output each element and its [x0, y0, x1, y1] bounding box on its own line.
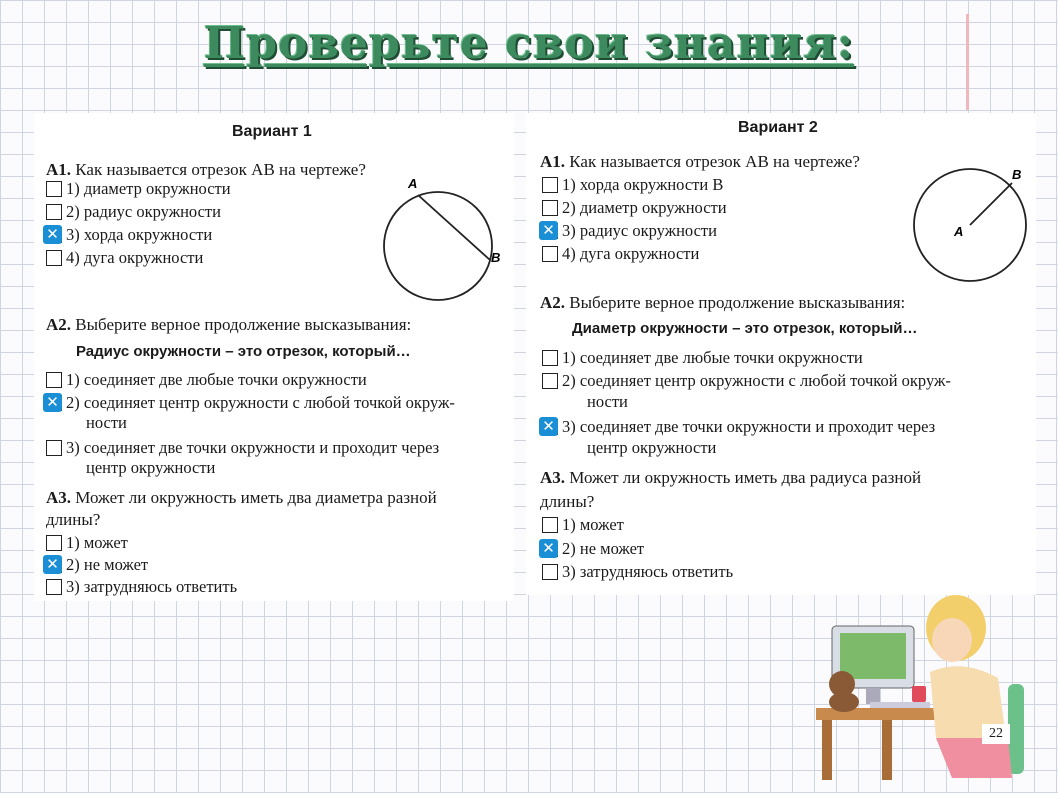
- v1-a1-option-2-checkbox[interactable]: [46, 204, 62, 220]
- v2-a3-option-1-label: 1) может: [562, 515, 624, 534]
- child-face: [932, 618, 972, 662]
- mug: [912, 686, 926, 702]
- v1-a1-option-2-label: 2) радиус окружности: [66, 202, 221, 221]
- v2-a2-option-2-label: 2) соединяет центр окружности с любой точкой окруж-: [562, 371, 951, 390]
- v1-a3-text: Может ли окружность иметь два диаметра разной: [75, 488, 437, 507]
- teddy-bear-body: [829, 692, 859, 712]
- v2-a2-option-3-continuation: центр окружности: [587, 438, 717, 457]
- v1-a2-option-3-continuation: центр окружности: [86, 458, 216, 477]
- v1-a2-option-1-checkbox[interactable]: [46, 372, 62, 388]
- monitor-stand: [866, 688, 880, 704]
- v1-a2-option-3-checkbox[interactable]: [46, 440, 62, 456]
- v2-a1-option-1-checkbox[interactable]: [542, 177, 558, 193]
- v2-a2-num: А2.: [540, 293, 566, 312]
- v1-a3-question: [46, 486, 437, 509]
- v1-a2-option-2-check-mark-icon: ✕: [43, 393, 62, 412]
- v2-a3-text: Может ли окружность иметь два радиуса разной: [569, 468, 922, 487]
- v1-a3-option-2-label: 2) не может: [66, 555, 149, 574]
- v2-a2-question: [540, 291, 905, 314]
- v1-point-a: A: [408, 176, 418, 191]
- v2-a2-statement: Диаметр окружности – это отрезок, который…: [572, 320, 918, 337]
- desk-leg-left: [822, 720, 832, 780]
- v2-a3-option-3-label: 3) затрудняюсь ответить: [562, 562, 734, 581]
- v1-a1-option-1-label: 1) диаметр окружности: [66, 179, 231, 198]
- v1-a1-text: Как называется отрезок АВ на чертеже?: [75, 160, 366, 179]
- v1-a2-text: Выберите верное продолжение высказывания:: [75, 315, 412, 334]
- v1-a1-option-3-check-mark-icon: ✕: [43, 225, 62, 244]
- v2-a2-option-2-checkbox[interactable]: [542, 373, 558, 389]
- v2-a1-num: А1.: [540, 152, 566, 171]
- v2-a3-option-2-check-mark-icon: ✕: [539, 539, 558, 558]
- v2-a3-question: [540, 466, 921, 489]
- v2-point-b: B: [1012, 167, 1022, 182]
- v1-a1-num: А1.: [46, 160, 72, 179]
- v2-a2-option-3-label: 3) соединяет две точки окружности и проходит через: [562, 417, 936, 436]
- v2-radius-ab: [970, 183, 1012, 225]
- v1-a1-option-4-checkbox[interactable]: [46, 250, 62, 266]
- variant-2-panel: [526, 113, 1036, 595]
- v1-a2-option-3-label: 3) соединяет две точки окружности и проходит через: [66, 437, 440, 457]
- child-at-computer-illustration: [812, 588, 1030, 784]
- desk-leg-right: [882, 720, 892, 780]
- v2-point-a: A: [954, 224, 964, 239]
- v1-a3-num: А3.: [46, 488, 72, 507]
- v1-a2-option-1-label: 1) соединяет две любые точки окружности: [66, 370, 367, 389]
- v1-chord-ab: [418, 195, 490, 260]
- variant-2-header: Вариант 2: [738, 119, 818, 136]
- v2-a2-option-1-checkbox[interactable]: [542, 350, 558, 366]
- v2-a1-text: Как называется отрезок АВ на чертеже?: [569, 152, 860, 171]
- v1-a2-question: [46, 313, 411, 336]
- variant-1-panel: [34, 113, 514, 601]
- v2-a1-option-4-label: 4) дуга окружности: [562, 244, 700, 263]
- variant-1-header: Вариант 1: [232, 123, 312, 140]
- v1-a3-option-3-checkbox[interactable]: [46, 579, 62, 595]
- chair-back: [1008, 684, 1024, 774]
- v1-a3-option-1-label: 1) может: [66, 533, 128, 552]
- v1-a2-statement: Радиус окружности – это отрезок, который…: [76, 343, 411, 360]
- page-number: 22: [982, 724, 1010, 744]
- page-title: Проверьте свои знания:: [203, 18, 855, 69]
- v1-a3-option-3-label: 3) затрудняюсь ответить: [66, 577, 238, 596]
- v2-a1-question: [540, 150, 860, 173]
- v1-a2-option-2-label: 2) соединяет центр окружности с любой точкой окруж-: [66, 392, 455, 412]
- v2-a3-option-2-label: 2) не может: [562, 538, 645, 558]
- v2-a1-option-3-label: 3) радиус окружности: [562, 221, 717, 240]
- v1-a2-num: А2.: [46, 315, 72, 334]
- child-legs: [936, 738, 1012, 778]
- v1-a2-option-2-continuation: ности: [86, 413, 127, 432]
- v2-circle-diagram: [906, 161, 1034, 289]
- v2-a1-option-3-check-mark-icon: ✕: [539, 221, 558, 240]
- v2-a1-option-2-checkbox[interactable]: [542, 200, 558, 216]
- v2-a2-text: Выберите верное продолжение высказывания:: [569, 293, 906, 312]
- v1-a1-option-1-checkbox[interactable]: [46, 181, 62, 197]
- keyboard: [870, 702, 930, 708]
- v1-a1-option-4-label: 4) дуга окружности: [66, 248, 204, 267]
- v2-a2-option-2-continuation: ности: [587, 392, 628, 411]
- v2-a3-option-3-checkbox[interactable]: [542, 564, 558, 580]
- v1-a1-option-3-label: 3) хорда окружности: [66, 225, 213, 244]
- v2-a1-option-1-label: 1) хорда окружности В: [562, 175, 724, 194]
- monitor-screen: [840, 633, 906, 679]
- v1-circle-diagram: [372, 168, 512, 308]
- v2-a1-option-2-label: 2) диаметр окружности: [562, 198, 727, 217]
- v2-a3-text-line2: длины?: [540, 492, 595, 511]
- v1-a3-option-2-check-mark-icon: ✕: [43, 555, 62, 574]
- v1-a3-text-line2: длины?: [46, 510, 101, 529]
- v2-a2-option-3-check-mark-icon: ✕: [539, 417, 558, 436]
- v1-a3-option-1-checkbox[interactable]: [46, 535, 62, 551]
- v2-a3-option-1-checkbox[interactable]: [542, 517, 558, 533]
- v2-a3-num: А3.: [540, 468, 566, 487]
- v2-a2-option-1-label: 1) соединяет две любые точки окружности: [562, 348, 863, 367]
- v2-a1-option-4-checkbox[interactable]: [542, 246, 558, 262]
- v1-point-b: B: [491, 250, 501, 265]
